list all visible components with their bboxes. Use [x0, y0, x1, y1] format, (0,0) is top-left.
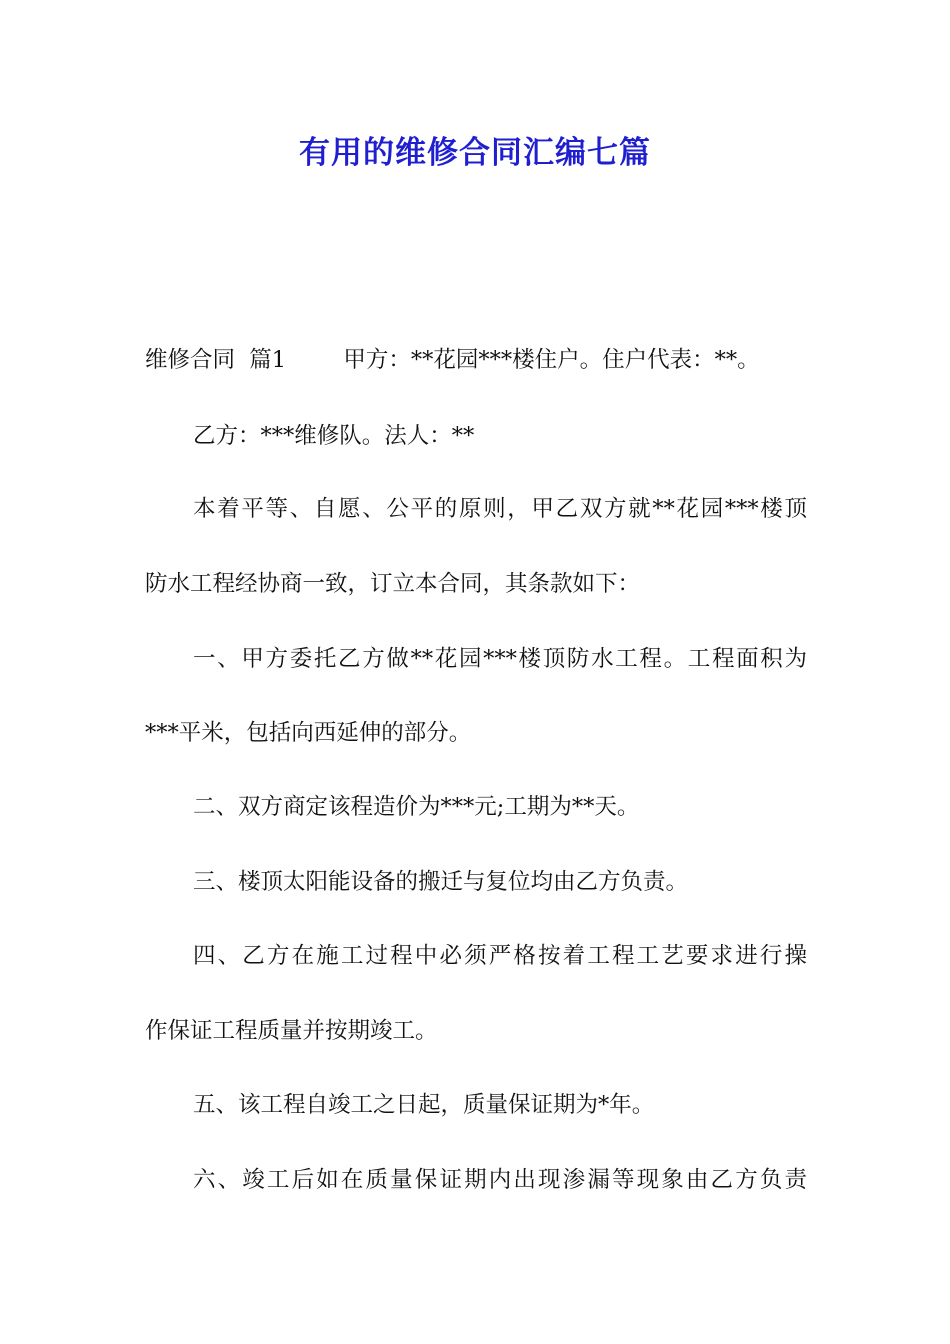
paragraph-line: 维修合同 篇1 甲方：**花园***楼住户。住户代表：**。	[145, 347, 760, 373]
paragraph-line: 六、竣工后如在质量保证期内出现渗漏等现象由乙方负责	[193, 1167, 807, 1193]
paragraph-line: 一、甲方委托乙方做**花园***楼顶防水工程。工程面积为	[193, 646, 807, 672]
paragraph-line: 防水工程经协商一致，订立本合同，其条款如下：	[145, 571, 641, 597]
paragraph-line: 二、双方商定该程造价为***元;工期为**天。	[193, 794, 640, 820]
paragraph-line: 本着平等、自愿、公平的原则，甲乙双方就**花园***楼顶	[193, 496, 807, 522]
paragraph-line: 四、乙方在施工过程中必须严格按着工程工艺要求进行操	[193, 943, 807, 969]
paragraph-line: 作保证工程质量并按期竣工。	[145, 1018, 438, 1044]
document-title: 有用的维修合同汇编七篇	[299, 135, 651, 171]
paragraph-line: ***平米，包括向西延伸的部分。	[145, 720, 472, 746]
paragraph-line: 乙方：***维修队。法人：**	[193, 423, 475, 449]
paragraph-line: 三、楼顶太阳能设备的搬迁与复位均由乙方负责。	[193, 869, 689, 895]
paragraph-line: 五、该工程自竣工之日起，质量保证期为*年。	[193, 1092, 655, 1118]
